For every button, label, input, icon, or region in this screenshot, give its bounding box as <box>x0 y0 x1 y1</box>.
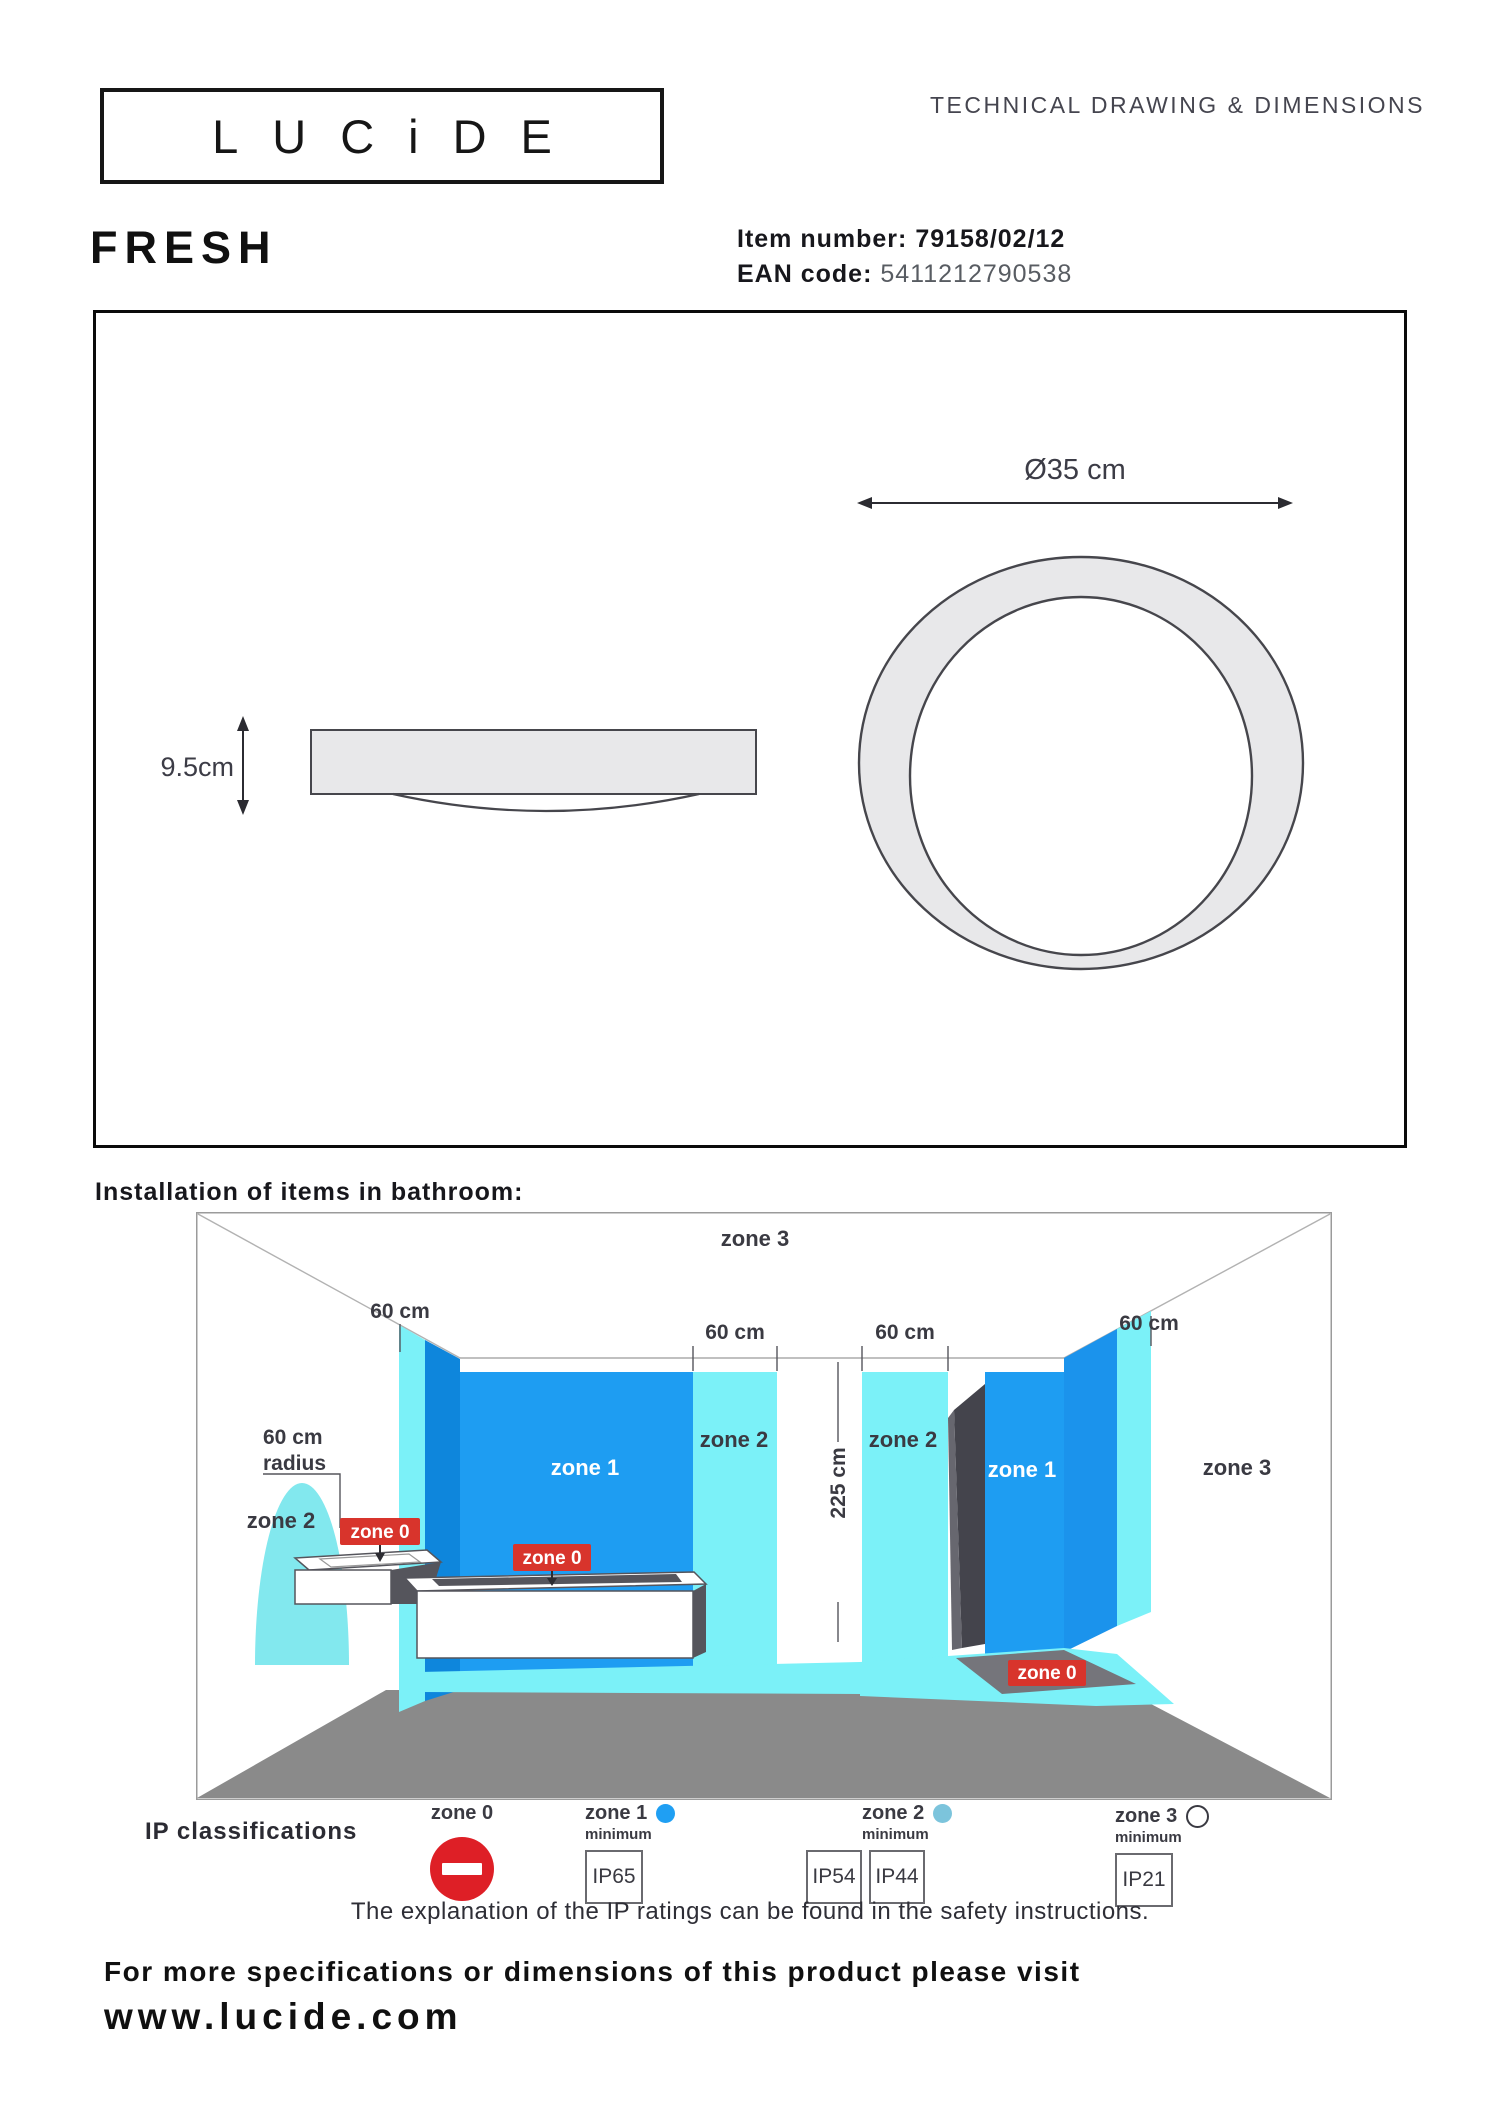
height-dimension <box>160 716 249 815</box>
zone2-back-2-label: zone 2 <box>868 1427 938 1452</box>
height-label: 9.5cm <box>160 752 234 782</box>
no-entry-icon <box>430 1837 494 1901</box>
ip-classifications-heading: IP classifications <box>145 1818 358 1845</box>
zone3-dot <box>1186 1805 1209 1828</box>
bathroom-svg <box>196 1212 1332 1800</box>
ean-row: EAN code: 5411212790538 <box>737 260 1073 288</box>
zone3-label: zone 3 <box>1115 1805 1178 1827</box>
arrow-down-icon <box>237 800 249 815</box>
arrow-up-icon <box>237 716 249 731</box>
ip21-box: IP21 <box>1115 1853 1173 1907</box>
zone3-wall-label: zone 3 <box>1202 1455 1272 1480</box>
backwall-zone2-strip-2 <box>862 1372 948 1690</box>
zone2-arc-label: zone 2 <box>246 1508 316 1533</box>
product-name: FRESH <box>90 222 278 273</box>
bathroom-diagram <box>196 1212 1332 1800</box>
ip-zone0-group <box>417 1802 507 1901</box>
dim-60-back-1: 60 cm <box>705 1321 765 1344</box>
footer-visit-line: For more specifications or dimensions of this product please visit <box>104 1956 1081 1987</box>
ip44-box: IP44 <box>869 1850 925 1904</box>
zone2-dot <box>933 1804 952 1823</box>
radius-label-1: 60 cm <box>263 1426 323 1449</box>
zone1-dot <box>656 1804 675 1823</box>
zone3-minimum: minimum <box>1115 1829 1182 1846</box>
diffuser-curve <box>393 794 699 811</box>
diameter-label: Ø35 cm <box>1024 454 1126 486</box>
arrow-left-icon <box>857 497 872 509</box>
shower-zone1-wall <box>985 1372 1064 1690</box>
svg-text:zone 0: zone 0 <box>1017 1663 1077 1684</box>
zone3-ceiling-label: zone 3 <box>720 1226 790 1251</box>
zone2-label: zone 2 <box>862 1802 925 1824</box>
rightwall-zone2-strip <box>1117 1311 1151 1626</box>
item-number-value: 79158/02/12 <box>915 225 1066 253</box>
doc-title: TECHNICAL DRAWING & DIMENSIONS <box>930 92 1425 118</box>
zone2-minimum: minimum <box>862 1826 929 1843</box>
zone1-label: zone 1 <box>585 1802 648 1824</box>
zone0-badge-shower <box>1008 1660 1086 1686</box>
radius-label-2: radius <box>263 1452 327 1475</box>
dim-60-back-2: 60 cm <box>875 1321 935 1344</box>
diameter-dimension <box>857 454 1293 509</box>
side-view <box>311 730 756 811</box>
logo-text: LUCiDE <box>212 109 586 163</box>
ip-zone1-group <box>585 1802 675 1904</box>
item-number-label: Item number: <box>737 225 908 253</box>
ip65-box: IP65 <box>585 1850 643 1904</box>
ean-label: EAN code <box>737 260 864 288</box>
zone1-shower-label: zone 1 <box>987 1457 1057 1482</box>
ip-note: The explanation of the IP ratings can be found in the safety instructions. <box>350 1898 1150 1925</box>
ip54-box: IP54 <box>806 1850 862 1904</box>
zone2-back-1-label: zone 2 <box>699 1427 769 1452</box>
footer-url[interactable]: www.lucide.com <box>104 1996 463 2037</box>
dim-60-left: 60 cm <box>370 1300 430 1323</box>
zone1-minimum: minimum <box>585 1826 652 1843</box>
technical-drawing <box>96 313 1398 1139</box>
lucide-logo <box>100 88 664 184</box>
zone0-label: zone 0 <box>430 1802 494 1824</box>
ean-value: 5411212790538 <box>880 260 1073 288</box>
zone1-bathtub-label: zone 1 <box>550 1455 620 1480</box>
item-number-row <box>737 222 1072 257</box>
top-view <box>859 557 1303 969</box>
rightwall-zone1-wall <box>1064 1329 1117 1652</box>
svg-text:zone 0: zone 0 <box>522 1548 582 1569</box>
svg-text:zone 0: zone 0 <box>350 1522 410 1543</box>
dim-225-label: 225 cm <box>827 1447 850 1519</box>
ip-zone3-group <box>1115 1805 1209 1907</box>
arrow-right-icon <box>1278 497 1293 509</box>
dim-60-right: 60 cm <box>1119 1312 1179 1335</box>
product-codes <box>737 222 1072 292</box>
ip-zone2-group <box>806 1802 952 1904</box>
bathroom-heading: Installation of items in bathroom: <box>95 1178 524 1206</box>
bathtub <box>405 1572 706 1658</box>
technical-drawing-panel <box>93 310 1407 1148</box>
